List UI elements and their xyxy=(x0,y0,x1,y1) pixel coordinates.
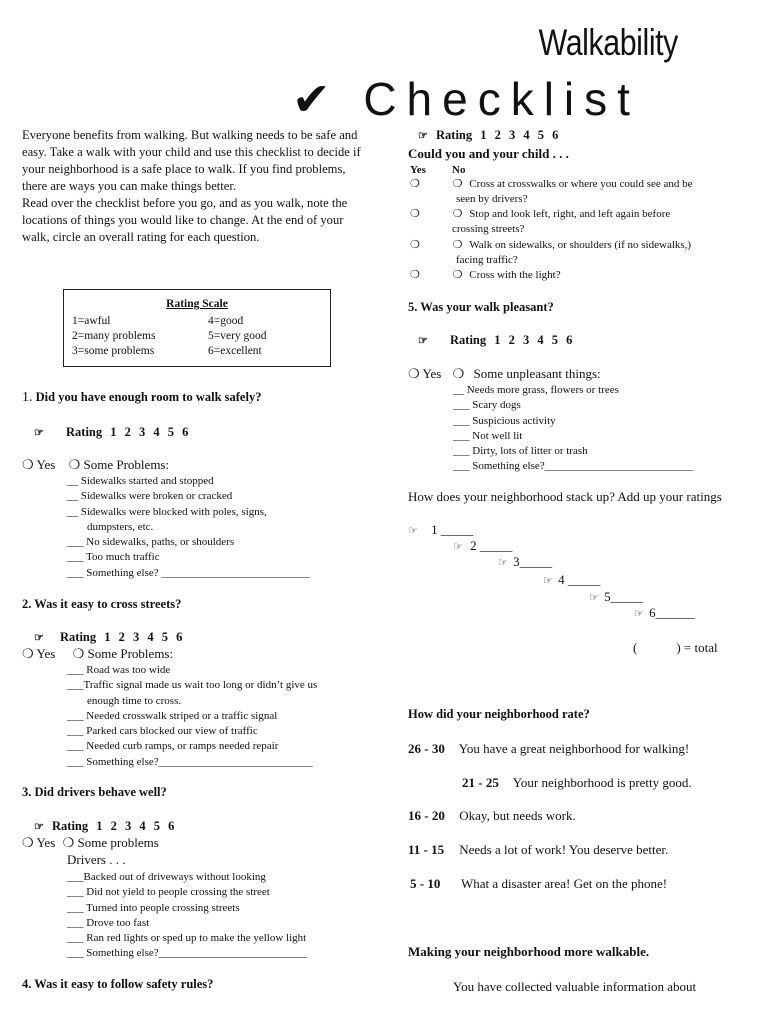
total-field[interactable]: ( ) = total xyxy=(633,640,718,655)
list-item: ___ Something else?___________________________ xyxy=(453,460,694,473)
q4-lead-text: Could you and your child . . . xyxy=(408,146,569,161)
list-item: ___Traffic signal made us wait too long or didn’t give us xyxy=(67,679,318,692)
hand-pointer-icon: ☞ xyxy=(408,525,418,537)
list-item: ___ Did not yield to people crossing the street xyxy=(67,886,270,899)
q1-answers xyxy=(22,457,169,473)
q1-yes-label: Yes xyxy=(36,457,56,472)
circle-checkbox-icon[interactable]: ❍ xyxy=(68,457,81,472)
list-item: __ Needs more grass, flowers or trees xyxy=(453,384,619,396)
hand-pointer-icon: ☞ xyxy=(634,608,644,620)
circle-checkbox-icon[interactable]: ❍ xyxy=(72,646,85,661)
score-text: What a disaster area! Get on the phone! xyxy=(461,876,668,891)
question-1-number: 1. xyxy=(22,390,33,405)
intro-paragraph-2: Read over the checklist before you go, and as you walk, note the locations of things you would like to change. At the end of your walk, circle an overall rating for each question. xyxy=(22,196,348,244)
list-item: ___ Something else?___________________________ xyxy=(67,947,308,960)
list-item: ___ Something else? ___________________________ xyxy=(67,566,310,579)
q3-problem-list xyxy=(67,870,307,962)
list-item: ___ Road was too wide xyxy=(67,664,171,676)
stack-line-1 xyxy=(408,522,473,538)
q2-some-label: Some Problems: xyxy=(87,646,174,661)
hand-pointer-icon: ☞ xyxy=(453,541,463,553)
rate-question: How did your neighborhood rate? xyxy=(408,707,590,721)
q1-some-label: Some Problems: xyxy=(83,457,170,472)
circle-checkbox-icon[interactable]: ❍ xyxy=(22,457,34,472)
circle-checkbox-icon[interactable]: ❍ xyxy=(452,239,463,251)
score-range: 21 - 25 xyxy=(462,775,499,790)
hand-pointer-icon: ☞ xyxy=(34,821,44,833)
title-checklist: ✔ Checklist xyxy=(292,73,640,125)
hand-pointer-icon: ☞ xyxy=(34,632,44,644)
q4-item-text: Cross at crosswalks or where you could see and be xyxy=(469,178,693,190)
list-item: enough time to cross. xyxy=(87,694,182,707)
q2-rating xyxy=(34,630,182,645)
circle-checkbox-icon[interactable]: ❍ xyxy=(452,208,463,220)
q4-item-text: facing traffic? xyxy=(456,254,518,267)
q4-item-4 xyxy=(410,268,561,283)
q1-rating-options[interactable]: Rating 1 2 3 4 5 6 xyxy=(66,425,189,439)
score-row xyxy=(408,808,576,824)
list-item: ___Backed out of driveways without looking xyxy=(67,871,266,883)
list-item: __ Sidewalks started and stopped xyxy=(67,475,214,487)
scale-item: 5=very good xyxy=(208,330,267,342)
q1-rating xyxy=(34,425,188,440)
circle-checkbox-icon[interactable]: ❍ xyxy=(22,835,34,850)
q4-item-text: Cross with the light? xyxy=(469,269,561,281)
score-row xyxy=(408,842,668,858)
score-range: 16 - 20 xyxy=(408,808,445,823)
stack-line-text: 3_____ xyxy=(513,554,553,569)
rating-scale-title: Rating Scale xyxy=(166,298,228,310)
q3-answers xyxy=(22,835,159,851)
q2-yes-label: Yes xyxy=(36,646,56,661)
list-item: ___ Dirty, lots of litter or trash xyxy=(453,445,588,458)
stack-line-2 xyxy=(453,538,512,554)
stack-line-text: 4 _____ xyxy=(558,572,601,587)
walkable-heading: Making your neighborhood more walkable. xyxy=(408,944,650,959)
stack-line-4 xyxy=(543,572,600,588)
circle-checkbox-icon[interactable]: ❍ xyxy=(452,366,465,381)
q5-yes-label: Yes xyxy=(422,366,442,381)
intro-paragraph-1: Everyone benefits from walking. But walking needs to be safe and easy. Take a walk with your child and use this checklist to decide if your neighborhood is a safe place to walk. If you find problems, there are ways you can make things better. xyxy=(22,128,361,193)
circle-checkbox-icon[interactable]: ❍ xyxy=(62,835,75,850)
hand-pointer-icon: ☞ xyxy=(418,335,428,347)
q2-answers xyxy=(22,646,173,662)
hand-pointer-icon: ☞ xyxy=(34,427,44,439)
scale-item: 2=many problems xyxy=(72,330,156,342)
q4-item-2 xyxy=(410,207,670,238)
list-item: ___ Needed curb ramps, or ramps needed repair xyxy=(67,740,279,753)
q2-rating-options[interactable]: Rating 1 2 3 4 5 6 xyxy=(60,630,183,644)
q4-item-text: Stop and look left, right, and left again before xyxy=(469,208,671,220)
score-range: 11 - 15 xyxy=(408,842,445,857)
list-item: ___ Turned into people crossing streets xyxy=(67,901,240,914)
scale-item: 6=excellent xyxy=(208,345,262,357)
list-item: ___ Scary dogs xyxy=(453,399,521,412)
stack-line-6 xyxy=(634,605,695,621)
q4-item-text: crossing streets? xyxy=(452,223,525,236)
q5-answers xyxy=(408,366,601,382)
circle-checkbox-icon[interactable]: ❍ xyxy=(410,178,420,190)
score-text: Okay, but needs work. xyxy=(459,808,576,823)
circle-checkbox-icon[interactable]: ❍ xyxy=(410,269,420,281)
q5-problem-list xyxy=(453,383,693,475)
list-item: ___ Drove too fast xyxy=(67,916,150,929)
stack-up-question: How does your neighborhood stack up? Add up your ratings xyxy=(408,489,722,504)
hand-pointer-icon: ☞ xyxy=(418,130,428,142)
score-row xyxy=(410,876,667,892)
q4-item-3 xyxy=(410,238,691,269)
q3-rating xyxy=(34,819,174,834)
title-walkability: Walkability xyxy=(538,22,678,63)
q1-problem-list xyxy=(67,474,310,581)
q3-yes-label: Yes xyxy=(36,835,56,850)
stack-line-text: 2 _____ xyxy=(470,538,513,553)
hand-pointer-icon: ☞ xyxy=(498,557,508,569)
scale-item: 1=awful xyxy=(72,315,111,327)
list-item: dumpsters, etc. xyxy=(87,520,154,533)
question-1-text: Did you have enough room to walk safely? xyxy=(35,390,262,404)
rating-scale-box xyxy=(63,289,331,367)
q5-some-label: Some unpleasant things: xyxy=(473,366,601,381)
hand-pointer-icon: ☞ xyxy=(543,575,553,587)
list-item: __ Sidewalks were broken or cracked xyxy=(67,490,233,503)
list-item: ___ Needed crosswalk striped or a traffic signal xyxy=(67,709,278,722)
list-item: ___ Too much traffic xyxy=(67,551,160,564)
stack-line-text: 5_____ xyxy=(604,589,644,604)
stack-line-text: 1 _____ xyxy=(431,522,474,537)
q4-item-text: seen by drivers? xyxy=(456,193,528,206)
circle-checkbox-icon[interactable]: ❍ xyxy=(410,239,420,251)
list-item: ___ Ran red lights or sped up to make the yellow light xyxy=(67,932,307,945)
q4-item-1 xyxy=(410,177,693,208)
hand-pointer-icon: ☞ xyxy=(589,592,599,604)
list-item: ___ No sidewalks, paths, or shoulders xyxy=(67,536,235,549)
scale-item: 3=some problems xyxy=(72,345,155,357)
intro-text xyxy=(22,127,367,246)
circle-checkbox-icon[interactable]: ❍ xyxy=(452,178,463,190)
q4-rating xyxy=(418,128,558,143)
score-row xyxy=(462,775,692,791)
question-3: 3. Did drivers behave well? xyxy=(22,785,167,799)
scale-item: 4=good xyxy=(208,315,244,327)
list-item: __ Sidewalks were blocked with poles, signs, xyxy=(67,505,267,518)
score-text: Your neighborhood is pretty good. xyxy=(512,775,692,790)
question-2: 2. Was it easy to cross streets? xyxy=(22,597,182,611)
score-text: You have a great neighborhood for walking! xyxy=(458,741,690,756)
q3-rating-options[interactable]: Rating 1 2 3 4 5 6 xyxy=(52,819,175,833)
score-text: Needs a lot of work! You deserve better. xyxy=(459,842,669,857)
circle-checkbox-icon[interactable]: ❍ xyxy=(22,646,34,661)
q5-rating-options[interactable]: Rating 1 2 3 4 5 6 xyxy=(450,333,573,347)
q4-rating-options[interactable]: Rating 1 2 3 4 5 6 xyxy=(436,128,559,142)
q2-problem-list xyxy=(67,663,317,770)
circle-checkbox-icon[interactable]: ❍ xyxy=(410,208,420,220)
score-range: 5 - 10 xyxy=(410,876,441,891)
list-item: ___ Something else?____________________________ xyxy=(67,755,313,768)
list-item: ___ Suspicious activity xyxy=(453,414,556,427)
q3-some-label: Some problems xyxy=(77,835,159,850)
yes-column-header: Yes xyxy=(410,164,426,176)
list-item: ___ Parked cars blocked our view of traffic xyxy=(67,725,258,738)
walkable-text: You have collected valuable information about xyxy=(453,979,697,994)
q5-rating xyxy=(418,333,572,348)
question-5: 5. Was your walk pleasant? xyxy=(408,300,554,314)
q4-item-text: Walk on sidewalks, or shoulders (if no sidewalks,) xyxy=(469,239,692,251)
question-1 xyxy=(22,390,261,406)
q3-drivers-label: Drivers . . . xyxy=(67,852,126,867)
circle-checkbox-icon[interactable]: ❍ xyxy=(452,269,463,281)
question-4: 4. Was it easy to follow safety rules? xyxy=(22,977,214,991)
stack-line-3 xyxy=(498,554,552,570)
score-range: 26 - 30 xyxy=(408,741,445,756)
stack-line-5 xyxy=(589,589,643,605)
stack-line-text: 6______ xyxy=(649,605,695,620)
no-column-header: No xyxy=(452,164,466,176)
circle-checkbox-icon[interactable]: ❍ xyxy=(408,366,420,381)
list-item: ___ Not well lit xyxy=(453,429,523,442)
score-row xyxy=(408,741,689,757)
